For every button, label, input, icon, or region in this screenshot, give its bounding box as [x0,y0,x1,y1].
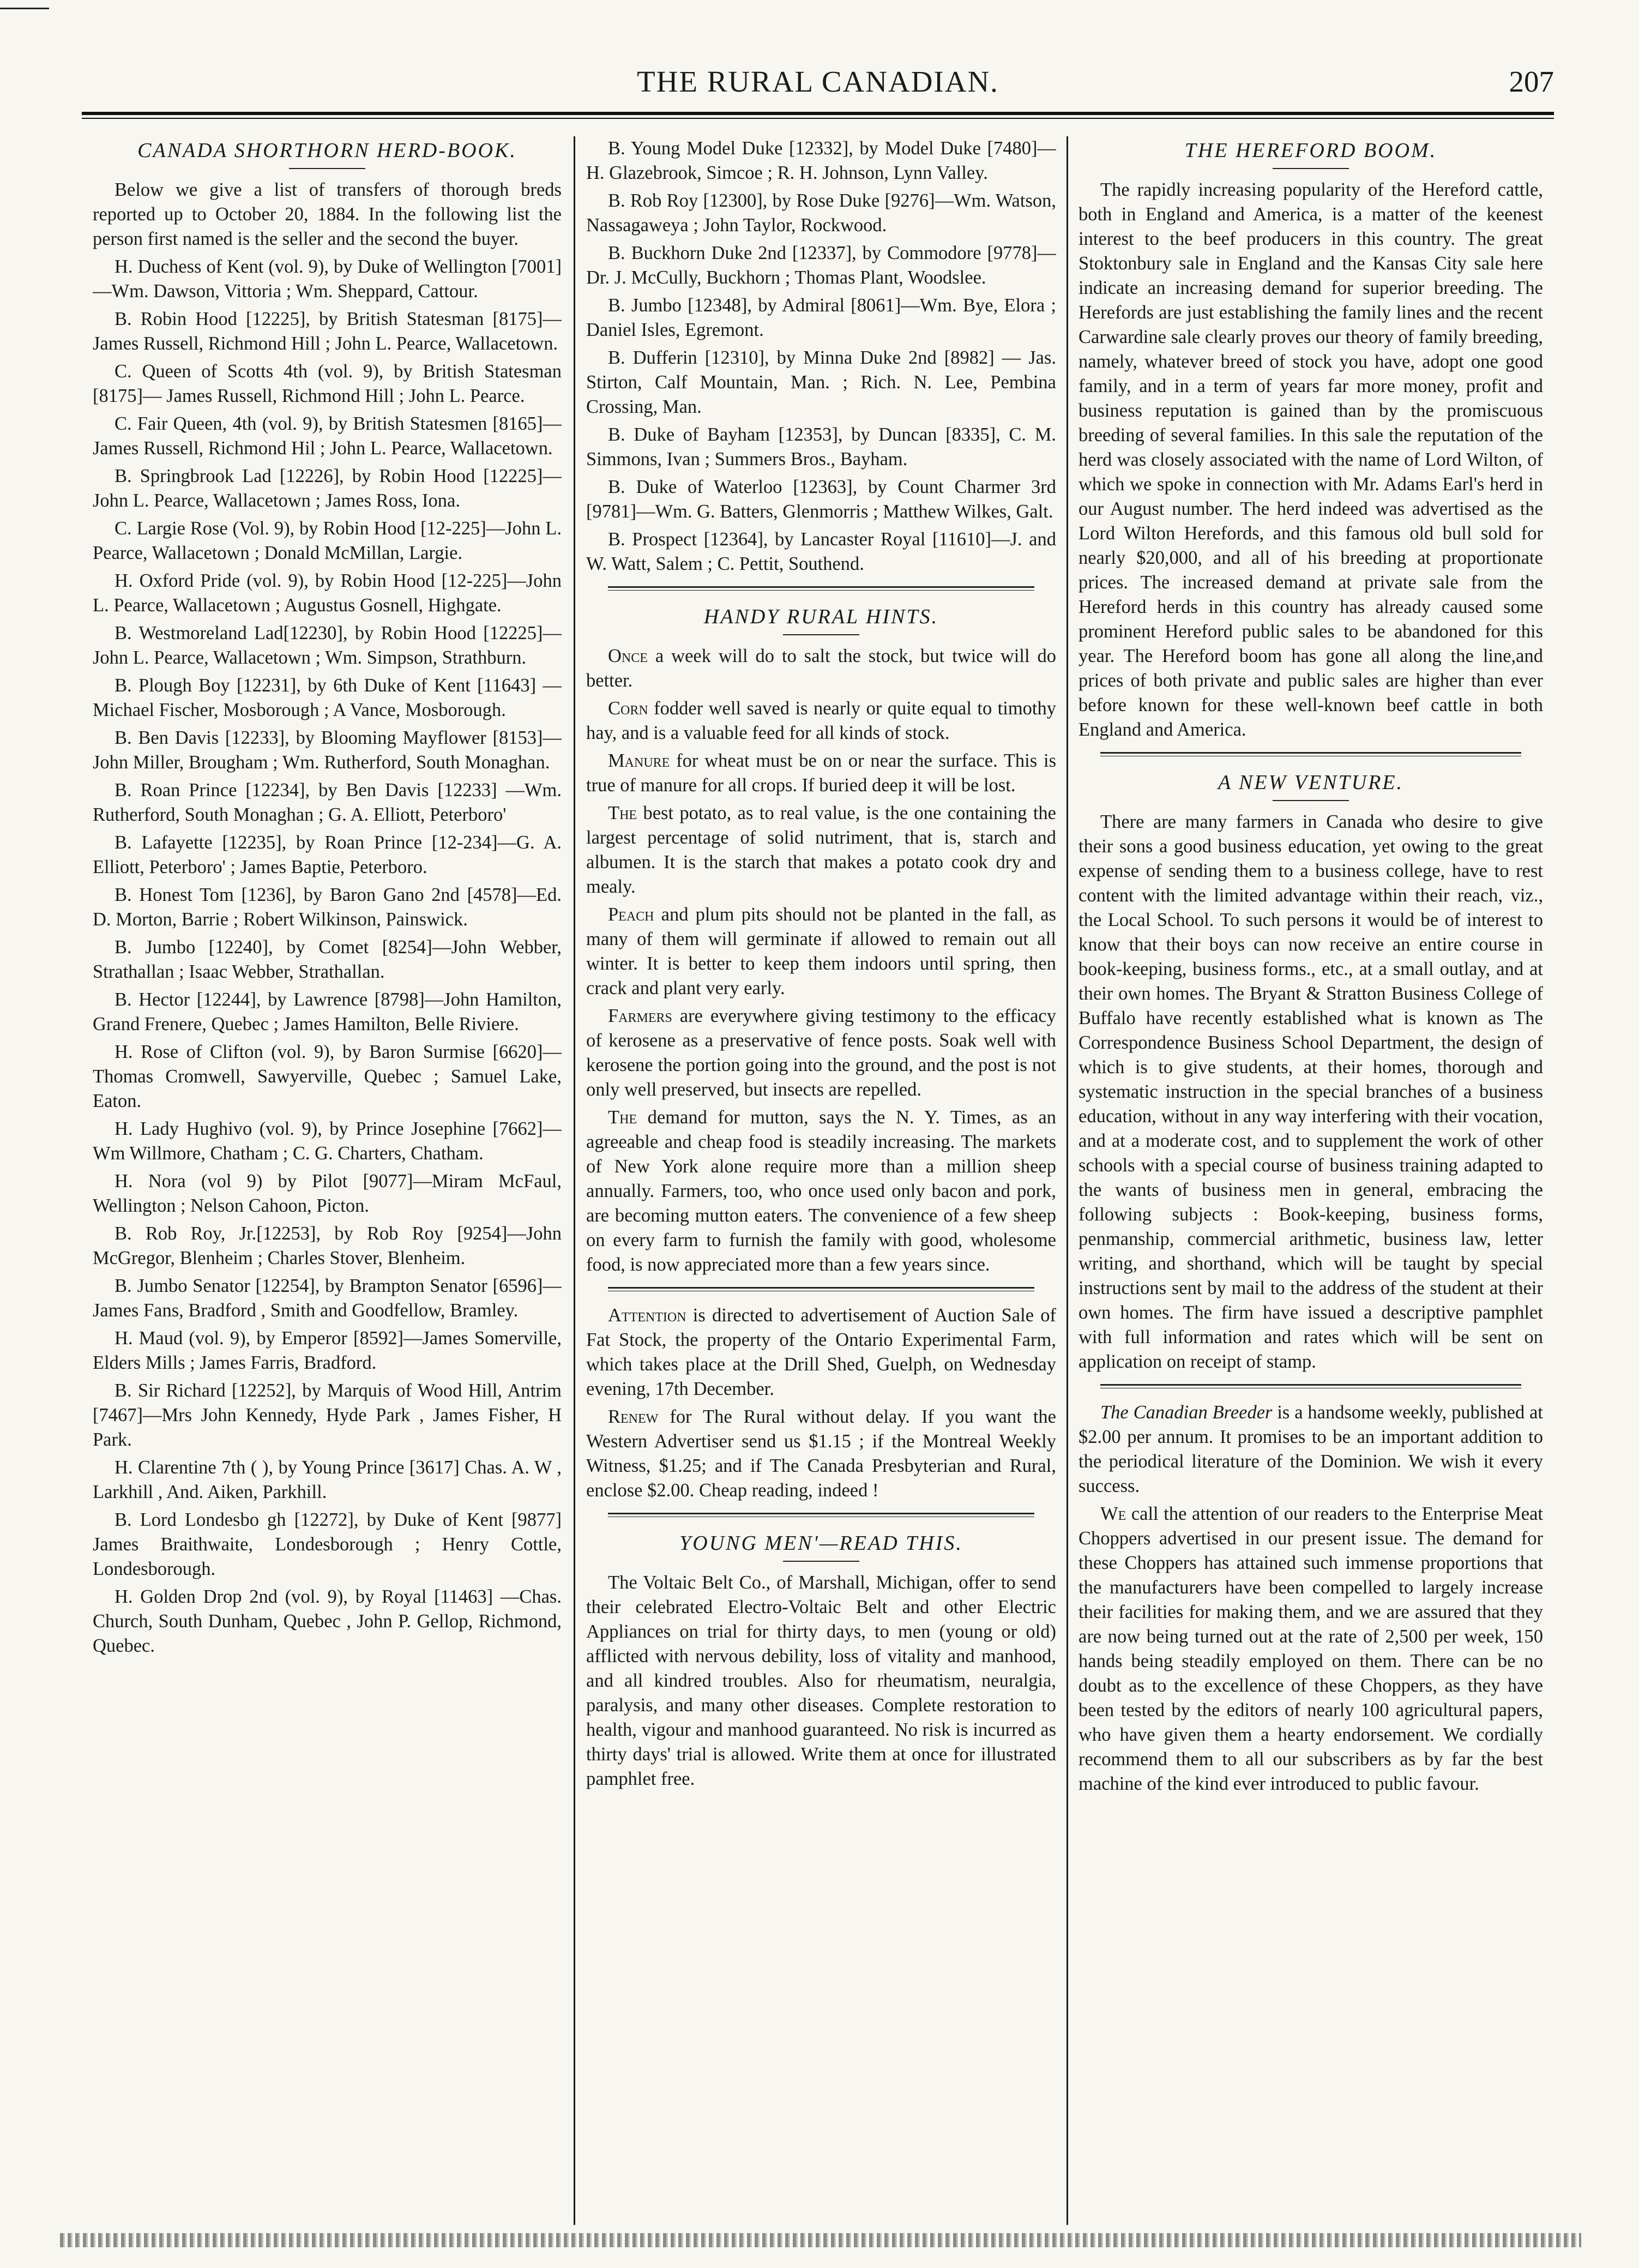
transfer-entry: B. Westmoreland Lad[12230], by Robin Hood [12225]—John L. Pearce, Wallacetown ; Wm. Simpson, Strathburn. [93,623,562,668]
heading-rule [289,168,365,169]
transfer-entry: B. Duke of Bayham [12353], by Duncan [8335], C. M. Simmons, Ivan ; Summers Bros., Bayham. [586,424,1056,470]
transfer-entry: B. Hector [12244], by Lawrence [8798]—John Hamilton, Grand Frenere, Quebec ; James Hamilton, Belle Riviere. [93,989,562,1034]
running-title: THE RURAL CANADIAN. [637,65,999,98]
hint-paragraph [586,696,1056,745]
article-columns [93,136,1543,2225]
header-rule-thin [82,118,1554,119]
hint-paragraph-lead: Corn [608,698,648,719]
hint-paragraph-lead: The [608,1107,637,1128]
breeder-paragraph [1078,1400,1543,1499]
notice-paragraph [586,1405,1056,1503]
transfer-entry: B. Ben Davis [12233], by Blooming Mayflower [8153]—John Miller, Brougham ; Wm. Rutherford, South Monaghan. [93,727,562,773]
hint-paragraph-lead: Once [608,646,648,666]
hint-paragraph [586,1105,1056,1277]
column-left [93,136,562,2225]
transfer-entry: B. Prospect [12364], by Lancaster Royal [11610]—J. and W. Watt, Salem ; C. Pettit, Southend. [586,529,1056,574]
transfer-entry: B. Jumbo Senator [12254], by Brampton Senator [6596]—James Fans, Bradford , Smith and Goodfellow, Bramley. [93,1276,562,1321]
breeder-title: The Canadian Breeder [1100,1402,1273,1423]
transfer-entry: B. Dufferin [12310], by Minna Duke 2nd [8982] — Jas. Stirton, Calf Mountain, Man. ; Rich. N. Lee, Pembina Crossing, Man. [586,347,1056,417]
page-header [82,64,1554,108]
hint-paragraph-lead: Farmers [608,1006,672,1026]
section-heading-hints: HANDY RURAL HINTS. [703,605,939,628]
hint-paragraph-text: fodder well saved is nearly or quite equal to timothy hay, and is a valuable feed for all kinds of stock. [586,698,1056,743]
column-divider [1066,136,1068,2225]
scan-bottom-edge [60,2233,1581,2247]
choppers-lead: We [1100,1503,1126,1524]
page-number: 207 [1509,65,1554,98]
heading-rule [783,1561,859,1562]
heading-rule [1273,800,1349,801]
shorthorn-intro: Below we give a list of transfers of thorough breds reported up to October 20, 1884. In the following list the person first named is the seller and the second the buyer. [93,179,562,249]
section-divider [1100,752,1521,756]
rural-hints-list [586,644,1056,1277]
transfer-entry: B. Buckhorn Duke 2nd [12337], by Commodore [9778]—Dr. J. McCully, Buckhorn ; Thomas Plant, Woodslee. [586,243,1056,288]
hint-paragraph-text: are everywhere giving testimony to the efficacy of kerosene as a preservative of fence posts. Soak well with kerosene the portion going into the ground, and the post is not only well preserved, but insects are repelled. [586,1006,1056,1100]
hint-paragraph [586,644,1056,693]
section-heading-young-men: YOUNG MEN'—READ THIS. [679,1532,963,1555]
venture-paragraph: There are many farmers in Canada who desire to give their sons a good business education, yet owing to the great expense of sending them to a business college, have to rest content with the limited advantage within their reach, viz., the Local School. To such persons it would be of interest to know that their boys can now receive an entire course in book-keeping, business forms., etc., at a small outlay, and at their own homes. The Bryant & Stratton Business College of Buffalo have recently established what is known as The Correspondence Business School Department, the design of which is to give students, at their homes, thorough and systematic instruction in the special branches of a business education, without in any way interfering with their vocation, and at a moderate cost, and to supplement the work of other schools with a special course of business training adapted to the wants of business men in general, embracing the following subjects : Book-keeping, business forms, penmanship, commercial arithmetic, business law, letter writing, and shorthand, which will be taught by special instructions sent by mail to the address of the student at their own homes. The firm have issued a descriptive pamphlet with full information and rates which will be sent on application on receipt of stamp. [1078,811,1543,1372]
young-men-paragraph: The Voltaic Belt Co., of Marshall, Michigan, offer to send their celebrated Electro-Voltaic Belt and other Electric Appliances on trial for thirty days, to men (young or old) afflicted with nervous debility, loss of vitality and manhood, and all kindred troubles. Also for rheumatism, neuralgia, paralysis, and many other diseases. Complete restoration to health, vigour and manhood guaranteed. No risk is incurred as thirty days' trial is allowed. Write them at once for illustrated pamphlet free. [586,1572,1056,1789]
transfer-entry: H. Duchess of Kent (vol. 9), by Duke of Wellington [7001]—Wm. Dawson, Vittoria ; Wm. Sheppard, Cattour. [93,256,562,302]
section-divider [608,1287,1034,1291]
transfer-entry: H. Rose of Clifton (vol. 9), by Baron Surmise [6620]—Thomas Cromwell, Sawyerville, Quebec ; Samuel Lake, Eaton. [93,1042,562,1111]
notice-paragraph [586,1303,1056,1401]
scan-edge-mark [0,0,49,9]
notice-paragraph-lead: Attention [608,1305,686,1326]
transfer-entry: H. Oxford Pride (vol. 9), by Robin Hood [12-225]—John L. Pearce, Wallacetown ; Augustus Gosnell, Highgate. [93,570,562,616]
hint-paragraph-text: for wheat must be on or near the surface. This is true of manure for all crops. If buried deep it will be lost. [586,750,1056,796]
hint-paragraph-text: best potato, as to real value, is the one containing the largest percentage of solid nutriment, that is, starch and albumen. It is the starch that makes a potato cook dry and mealy. [586,803,1056,897]
notice-paragraph-lead: Renew [608,1406,659,1427]
shorthorn-transfer-list-cont [586,136,1056,576]
notice-paragraph-text: is directed to advertisement of Auction Sale of Fat Stock, the property of the Ontario Experimental Farm, which takes place at the Drill Shed, Guelph, on Wednesday evening, 17th December. [586,1305,1056,1399]
column-right [1078,136,1543,2225]
hint-paragraph-text: and plum pits should not be planted in the fall, as many of them will germinate if allowed to remain out all winter. It is better to keep them indoors until spring, then crack and plant very early. [586,904,1056,998]
transfer-entry: H. Clarentine 7th ( ), by Young Prince [3617] Chas. A. W , Larkhill , And. Aiken, Parkhill. [93,1457,562,1502]
transfer-entry: B. Jumbo [12240], by Comet [8254]—John Webber, Strathallan ; Isaac Webber, Strathallan. [93,937,562,982]
column-divider [574,136,575,2225]
transfer-entry: B. Robin Hood [12225], by British Statesman [8175]—James Russell, Richmond Hill ; John L. Pearce, Wallacetown. [93,309,562,354]
breeder-text: is a handsome weekly, published at $2.00 per annum. It promises to be an important addition to the periodical literature of the Dominion. We wish it every success. [1078,1402,1543,1496]
transfer-entry: H. Nora (vol 9) by Pilot [9077]—Miram McFaul, Wellington ; Nelson Cahoon, Picton. [93,1171,562,1216]
transfer-entry: B. Springbrook Lad [12226], by Robin Hood [12225]—John L. Pearce, Wallacetown ; James Ross, Iona. [93,466,562,511]
hint-paragraph-lead: Peach [608,904,654,925]
transfer-entry: B. Rob Roy [12300], by Rose Duke [9276]—Wm. Watson, Nassagaweya ; John Taylor, Rockwood. [586,190,1056,236]
transfer-entry: C. Largie Rose (Vol. 9), by Robin Hood [12-225]—John L. Pearce, Wallacetown ; Donald McMillan, Largie. [93,518,562,563]
section-heading-venture: A NEW VENTURE. [1218,771,1403,794]
transfer-entry: B. Lafayette [12235], by Roan Prince [12-234]—G. A. Elliott, Peterboro' ; James Baptie, Peterboro. [93,832,562,877]
notices-list [586,1303,1056,1503]
choppers-text: call the attention of our readers to the Enterprise Meat Choppers advertised in our present issue. The demand for these Choppers has attained such immense proportions that the manufacturers have been compelled to largely increase their facilities for making them, and we are assured that they are now being turned out at the rate of 2,500 per week, 150 hands being steadily employed on them. There can be no doubt as to the excellence of these Choppers, as they have been tested by the editors of nearly 100 agricultural papers, who have given them a hearty endorsement. We cordially recommend them to all our subscribers as by far the best machine of the kind ever introduced to public favour. [1078,1503,1543,1794]
hint-paragraph-lead: The [608,803,637,823]
transfer-entry: H. Maud (vol. 9), by Emperor [8592]—James Somerville, Elders Mills ; James Farris, Bradford. [93,1328,562,1373]
choppers-paragraph [1078,1502,1543,1796]
hint-paragraph-lead: Manure [608,750,670,771]
transfer-entry: B. Sir Richard [12252], by Marquis of Wood Hill, Antrim [7467]—Mrs John Kennedy, Hyde Park , James Fisher, H Park. [93,1380,562,1450]
header-rule-thick [82,112,1554,115]
column-middle [586,136,1056,2225]
transfer-entry: B. Lord Londesbo gh [12272], by Duke of Kent [9877] James Braithwaite, Londesborough ; Henry Cottle, Londesborough. [93,1509,562,1579]
hint-paragraph-text: demand for mutton, says the N. Y. Times, as an agreeable and cheap food is steadily increasing. The markets of New York alone require more than a million sheep annually. Farmers, too, who once used only bacon and pork, are becoming mutton eaters. The convenience of a few sheep on every farm to furnish the family with good, wholesome food, is now appreciated more than a few years since. [586,1107,1056,1275]
hint-paragraph [586,1004,1056,1102]
section-heading-shorthorn: CANADA SHORTHORN HERD-BOOK. [137,139,517,162]
transfer-entry: H. Golden Drop 2nd (vol. 9), by Royal [11463] —Chas. Church, South Dunham, Quebec , John P. Gellop, Richmond, Quebec. [93,1586,562,1656]
transfer-entry: B. Duke of Waterloo [12363], by Count Charmer 3rd [9781]—Wm. G. Batters, Glenmorris ; Matthew Wilkes, Galt. [586,477,1056,522]
hereford-paragraph: The rapidly increasing popularity of the Hereford cattle, both in England and America, is a matter of the keenest interest to the beef producers in this country. The great Stoktonbury sale in England and the Kansas City sale here indicate an increasing demand for superior breeding. The Herefords are just establishing the family lines and the recent Carwardine sale clearly proves our theory of family breeding, namely, whatever breed of stock you have, adopt one good family, and in a term of years far more money, profit and business reputation is gained than by the promiscuous breeding of several families. In this sale the reputation of the herd was closely associated with the name of Lord Wilton, of which we spoke in connection with Mr. Adams Earl's herd in our August number. The herd indeed was advertised as the Lord Wilton Herefords, and this famous old bull sold for nearly $20,000, and all of his breeding at proportionate prices. The increased demand at private sale from the Hereford herds in this country has already caused some prominent Hereford public sales to be abandoned for this year. The Hereford boom has gone all along the line,and prices of both private and public sales are higher than ever before known for these well-known beef cattle in both England and America. [1078,179,1543,740]
shorthorn-transfer-list [93,255,562,1658]
transfer-entry: B. Rob Roy, Jr.[12253], by Rob Roy [9254]—John McGregor, Blenheim ; Charles Stover, Blenheim. [93,1223,562,1268]
transfer-entry: B. Young Model Duke [12332], by Model Duke [7480]—H. Glazebrook, Simcoe ; R. H. Johnson, Lynn Valley. [586,138,1056,183]
section-divider [1100,1384,1521,1388]
transfer-entry: B. Roan Prince [12234], by Ben Davis [12233] —Wm. Rutherford, South Monaghan ; G. A. Elliott, Peterboro' [93,780,562,825]
hint-paragraph [586,749,1056,798]
section-divider [608,1513,1034,1517]
notice-paragraph-text: for The Rural without delay. If you want the Western Advertiser send us $1.15 ; if the Montreal Weekly Witness, $1.25; and if The Canada Presbyterian and Rural, enclose $2.00. Cheap reading, indeed ! [586,1406,1056,1501]
transfer-entry: B. Honest Tom [1236], by Baron Gano 2nd [4578]—Ed. D. Morton, Barrie ; Robert Wilkinson, Painswick. [93,885,562,930]
hint-paragraph [586,801,1056,899]
heading-rule [1273,168,1349,169]
heading-rule [783,634,859,635]
hint-paragraph [586,903,1056,1001]
transfer-entry: C. Fair Queen, 4th (vol. 9), by British Statesmen [8165]—James Russell, Richmond Hil ; John L. Pearce, Wallacetown. [93,413,562,459]
section-heading-hereford: THE HEREFORD BOOM. [1184,139,1437,162]
transfer-entry: H. Lady Hughivo (vol. 9), by Prince Josephine [7662]—Wm Willmore, Chatham ; C. G. Charters, Chatham. [93,1118,562,1164]
section-divider [608,586,1034,591]
hint-paragraph-text: a week will do to salt the stock, but twice will do better. [586,646,1056,691]
transfer-entry: B. Jumbo [12348], by Admiral [8061]—Wm. Bye, Elora ; Daniel Isles, Egremont. [586,295,1056,340]
transfer-entry: B. Plough Boy [12231], by 6th Duke of Kent [11643] — Michael Fischer, Mosborough ; A Vance, Mosborough. [93,675,562,720]
transfer-entry: C. Queen of Scotts 4th (vol. 9), by British Statesman [8175]— James Russell, Richmond Hill ; John L. Pearce. [93,361,562,406]
